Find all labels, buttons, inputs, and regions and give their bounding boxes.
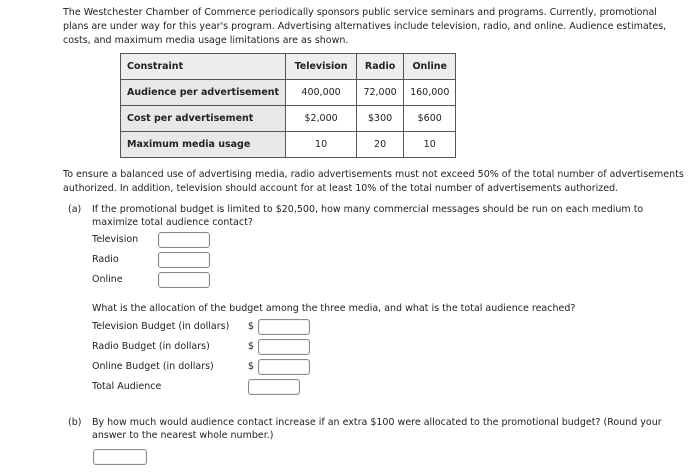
total-audience-label: Total Audience xyxy=(92,381,162,392)
radio-budget-input[interactable] xyxy=(258,339,310,355)
cell-tv: 400,000 xyxy=(286,80,357,106)
television-label: Television xyxy=(92,234,139,245)
intro-paragraph: The Westchester Chamber of Commerce periodically sponsors public service seminars and programs. Currently, promotional plans are under way for this year's program. Advertising alternatives include television, radio, and online. Audience estimates, costs, and maximum media usage limitations are as shown. xyxy=(63,7,667,46)
tv-budget-input[interactable] xyxy=(258,319,310,335)
tv-budget-label: Television Budget (in dollars) xyxy=(92,321,230,332)
header-constraint: Constraint xyxy=(121,54,286,80)
part-b-question: By how much would audience contact increase if an extra $100 were allocated to the promotional budget? (Round your answer to the nearest whole number.) xyxy=(92,417,662,441)
part-a-marker: (a) xyxy=(68,204,82,215)
header-radio: Radio xyxy=(357,54,404,80)
row-label: Cost per advertisement xyxy=(121,106,286,132)
tv-budget-dollar: $ xyxy=(248,321,255,332)
part-a-question: If the promotional budget is limited to $20,500, how many commercial messages should be run on each medium to maximize total audience contact? xyxy=(92,204,644,228)
online-budget-input[interactable] xyxy=(258,359,310,375)
cell-radio: $300 xyxy=(357,106,404,132)
part-b-marker: (b) xyxy=(68,417,82,428)
table-row xyxy=(121,106,456,132)
header-online: Online xyxy=(404,54,456,80)
cell-radio: 72,000 xyxy=(357,80,404,106)
allocation-question: What is the allocation of the budget among the three media, and what is the total audience reached? xyxy=(92,303,576,314)
radio-budget-dollar: $ xyxy=(248,341,255,352)
balance-paragraph: To ensure a balanced use of advertising media, radio advertisements must not exceed 50% of the total number of advertisements authorized. In addition, television should account for at least 10% of the total number of advertisements authorized. xyxy=(63,169,684,194)
radio-budget-label: Radio Budget (in dollars) xyxy=(92,341,210,352)
cell-tv: $2,000 xyxy=(286,106,357,132)
row-label: Audience per advertisement xyxy=(121,80,286,106)
table-header-row xyxy=(121,54,456,80)
radio-label: Radio xyxy=(92,254,119,265)
television-input[interactable] xyxy=(158,232,210,248)
audience-increase-input[interactable] xyxy=(93,449,147,465)
total-audience-input[interactable] xyxy=(248,379,300,395)
online-label: Online xyxy=(92,274,123,285)
cell-online: 160,000 xyxy=(404,80,456,106)
online-budget-dollar: $ xyxy=(248,361,255,372)
online-input[interactable] xyxy=(158,272,210,288)
cell-online: 10 xyxy=(404,132,456,158)
table-row xyxy=(121,80,456,106)
table-row xyxy=(121,132,456,158)
header-television: Television xyxy=(286,54,357,80)
cell-tv: 10 xyxy=(286,132,357,158)
constraints-table xyxy=(120,53,456,158)
row-label: Maximum media usage xyxy=(121,132,286,158)
online-budget-label: Online Budget (in dollars) xyxy=(92,361,214,372)
cell-radio: 20 xyxy=(357,132,404,158)
radio-input[interactable] xyxy=(158,252,210,268)
cell-online: $600 xyxy=(404,106,456,132)
